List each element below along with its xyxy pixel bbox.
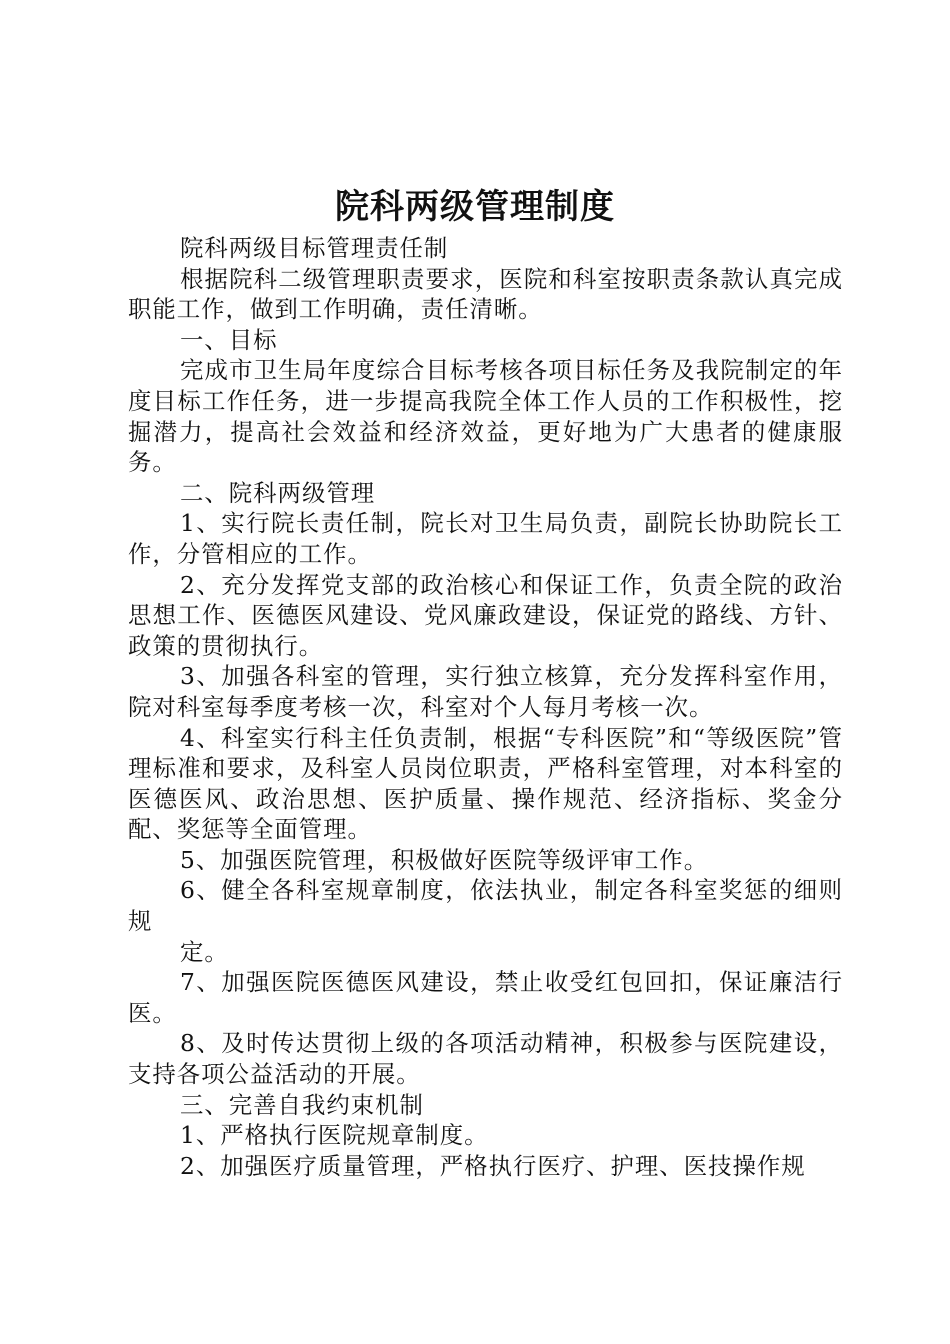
- list-item: 2、加强医疗质量管理，严格执行医疗、护理、医技操作规: [180, 1151, 806, 1180]
- section-heading-management: 二、院科两级管理: [180, 478, 376, 507]
- list-item: 5、加强医院管理，积极做好医院等级评审工作。: [180, 845, 709, 874]
- document-title: 院科两级管理制度: [335, 187, 615, 227]
- list-item: 2、充分发挥党支部的政治核心和保证工作，负责全院的政治思想工作、医德医风建设、党风廉政建设，保证党的路线、方针、政策的贯彻执行。: [128, 570, 843, 660]
- list-item-continuation: 定。: [180, 937, 229, 966]
- list-item: 3、加强各科室的管理，实行独立核算，充分发挥科室作用，院对科室每季度考核一次，科室对个人每月考核一次。: [128, 662, 843, 721]
- list-item: 8、及时传达贯彻上级的各项活动精神，积极参与医院建设，支持各项公益活动的开展。: [128, 1029, 843, 1089]
- list-item: 1、实行院长责任制，院长对卫生局负责，副院长协助院长工作，分管相应的工作。: [128, 509, 843, 568]
- document-body: [128, 233, 843, 1181]
- list-item: 6、健全各科室规章制度，依法执业，制定各科室奖惩的细则规: [128, 876, 843, 936]
- list-item: 4、科室实行科主任负责制，根据“专科医院”和“等级医院”管理标准和要求，及科室人员岗位职责，严格科室管理，对本科室的医德医风、政治思想、医护质量、操作规范、经济指标、奖金分配、奖惩等全面管理。: [128, 723, 843, 844]
- paragraph-intro: 根据院科二级管理职责要求，医院和科室按职责条款认真完成职能工作，做到工作明确，责任清晰。: [128, 264, 843, 324]
- list-item: 1、严格执行医院规章制度。: [180, 1121, 489, 1150]
- paragraph-goal: 完成市卫生局年度综合目标考核各项目标任务及我院制定的年度目标工作任务，进一步提高我院全体工作人员的工作积极性，挖掘潜力，提高社会效益和经济效益，更好地为广大患者的健康服务。: [128, 356, 843, 477]
- paragraph-subtitle: 院科两级目标管理责任制: [180, 234, 449, 262]
- list-item: 7、加强医院医德医风建设，禁止收受红包回扣，保证廉洁行医。: [128, 968, 843, 1027]
- section-heading-goal: 一、目标: [180, 325, 278, 354]
- section-heading-self-discipline: 三、完善自我约束机制: [180, 1090, 424, 1119]
